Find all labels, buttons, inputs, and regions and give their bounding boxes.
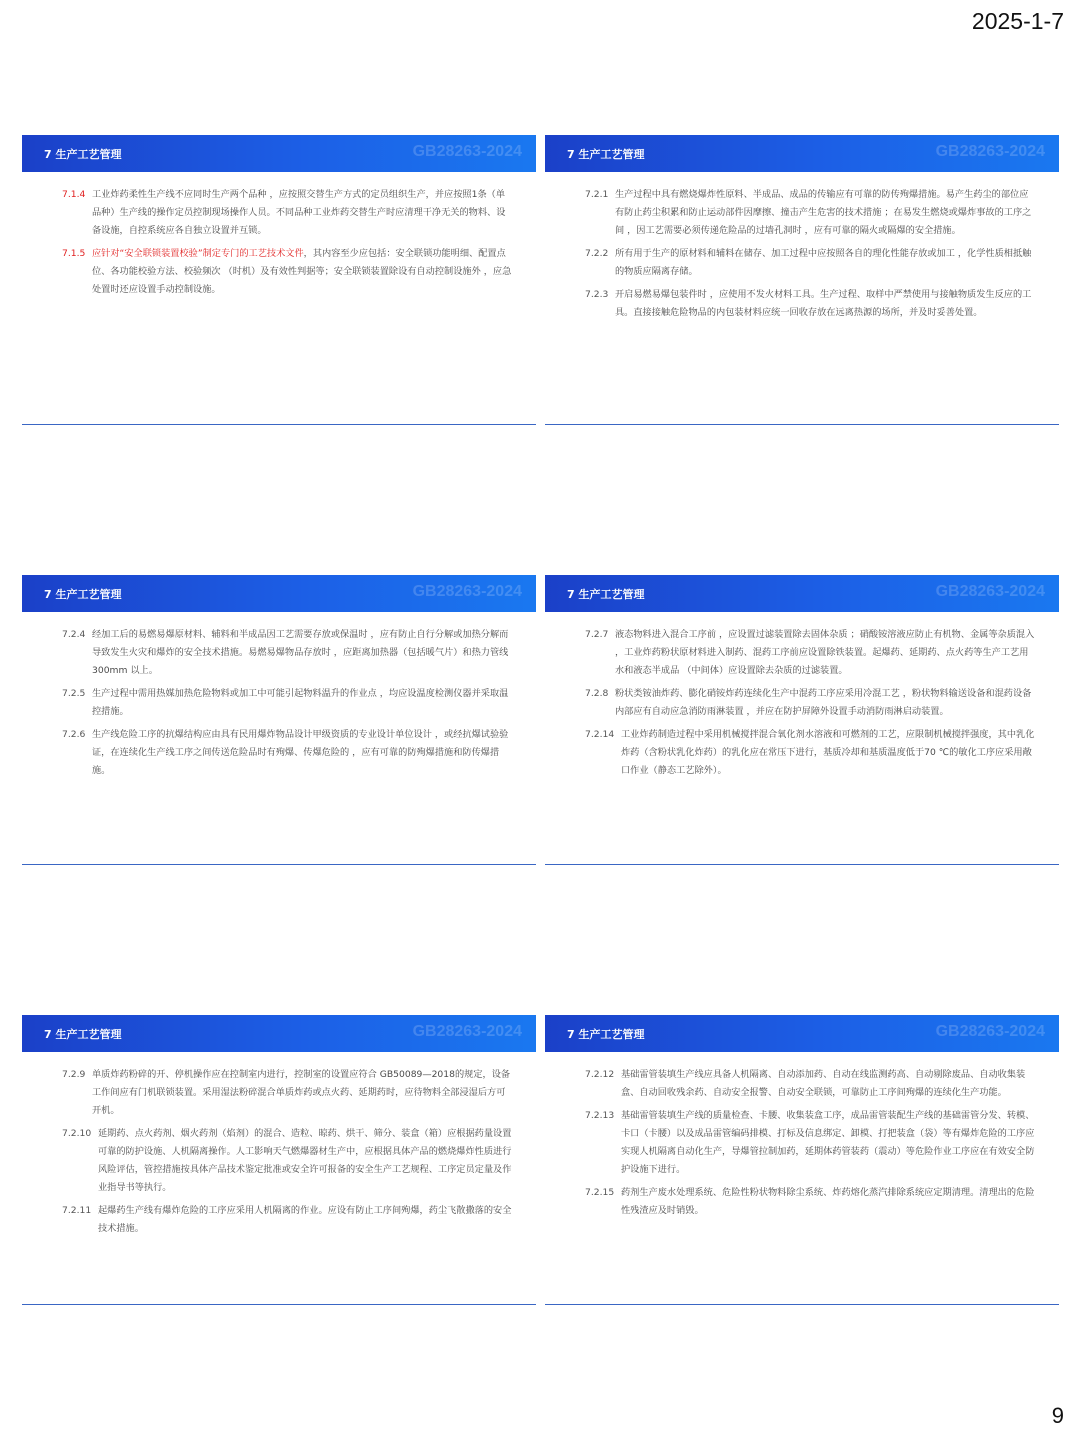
page-date: 2025-1-7 (971, 8, 1064, 34)
clause-7-2-11 (62, 1202, 514, 1238)
standard-code-watermark: GB28263-2024 (935, 583, 1045, 600)
standard-code-watermark: GB28263-2024 (412, 143, 522, 160)
clause-7-2-15 (585, 1184, 1037, 1220)
clause-text: 工业炸药制造过程中采用机械搅拌混合氧化剂水溶液和可燃剂的工艺，应限制机械搅拌强度，其中乳化炸药（含粉状乳化炸药）的乳化应在常压下进行，基质冷却和基质温度低于70 ℃的敏化工序应采用敞口作业（静态工艺除外）。 (621, 729, 1035, 776)
clause-text: 基础雷管装填生产线应具备人机隔离、自动添加药、自动在线监测药高、自动剔除废品、自动收集装盒、自动回收残余药、自动安全报警、自动安全联锁，可靠防止工序间殉爆的连续化生产功能。 (621, 1069, 1026, 1098)
slide-header (22, 575, 536, 612)
clause-number: 7.2.10 (62, 1128, 92, 1139)
slide-body (22, 172, 536, 299)
clause-7-2-5 (62, 685, 514, 721)
slide-divider (545, 424, 1059, 425)
slide-header (545, 1015, 1059, 1052)
slide-body (545, 612, 1059, 780)
slide-divider (22, 864, 536, 865)
clause-text: 起爆药生产线有爆炸危险的工序应采用人机隔离的作业。应设有防止工序间殉爆，药尘飞散撒落的安全技术措施。 (98, 1205, 512, 1234)
clause-highlight: 应针对“安全联锁装置校验”制定专门的工艺技术文件 (92, 248, 304, 259)
slide-title: 7 生产工艺管理 (567, 1028, 645, 1041)
clause-number: 7.2.2 (585, 248, 609, 259)
slide-title: 7 生产工艺管理 (567, 588, 645, 601)
slide-title: 7 生产工艺管理 (567, 148, 645, 161)
clause-7-2-1 (585, 186, 1037, 240)
clause-text: 单质炸药粉碎的开、停机操作应在控制室内进行，控制室的设置应符合 GB50089—2018的规定，设备工作间应有门机联锁装置。采用湿法粉碎混合单质炸药或点火药、延期药时，应待物料全部浸湿后方可开机。 (92, 1069, 511, 1116)
clause-text: 液态物料进入混合工序前 ，应设置过滤装置除去固体杂质 ；硝酸铵溶液应防止有机物、金属等杂质混入 ，工业炸药粉状原材料进入制药、混药工序前应设置除铁装置。起爆药、延期药、点火药等生产工艺用水和液态半成品 （中间体）应设置除去杂质的过滤装置。 (615, 629, 1035, 676)
clause-number: 7.1.4 (62, 189, 86, 200)
slide-2 (545, 135, 1059, 425)
clause-number: 7.2.6 (62, 729, 86, 740)
clause-number: 7.2.14 (585, 729, 615, 740)
slide-title: 7 生产工艺管理 (44, 588, 122, 601)
clause-7-2-14 (585, 726, 1037, 780)
clause-7-2-4 (62, 626, 514, 680)
clause-7-2-8 (585, 685, 1037, 721)
clause-text: 基础雷管装填生产线的质量检查、卡腰、收集装盒工序，成品雷管装配生产线的基础雷管分发、转模、卡口（卡腰）以及成品雷管编码排模、打标及信息绑定、卸模、打把装盒（袋）等有爆炸危险的工序应实现人机隔离自动化生产，导爆管拉制加药，延期体药管装药（震动）等危险作业工序应在有效安全防护设施下进行。 (621, 1110, 1035, 1175)
clause-7-2-13 (585, 1107, 1037, 1179)
slide-header (545, 135, 1059, 172)
clause-text: 开启易燃易爆包装件时 ，应使用不发火材料工具。生产过程、取样中严禁使用与接触物质发生反应的工具。直接接触危险物品的内包装材料应统一回收存放在远离热源的场所，并及时妥善处置。 (615, 289, 1032, 318)
clause-7-2-3 (585, 286, 1037, 322)
slide-title: 7 生产工艺管理 (44, 1028, 122, 1041)
slide-header (22, 135, 536, 172)
clause-text: 药剂生产废水处理系统、危险性粉状物料除尘系统、炸药熔化蒸汽排除系统应定期清理。清理出的危险性残渣应及时销毁。 (621, 1187, 1035, 1216)
clause-text: ，其内容至少应包括：安全联锁功能明细、配置点位、各功能校验方法、校验频次 （时机）及有效性判据等；安全联锁装置除设有自动控制设施外 ，应急处置时还应设置手动控制设施。 (92, 248, 512, 295)
slide-divider (22, 1304, 536, 1305)
clause-number: 7.2.8 (585, 688, 609, 699)
clause-text: 经加工后的易燃易爆原材料、辅料和半成品因工艺需要存放或保温时 ，应有防止自行分解或加热分解而导致发生火灾和爆炸的安全技术措施。易燃易爆物品存放时 ，应距离加热器（包括暖气片）和热力管线300mm 以上。 (92, 629, 509, 676)
slide-header (545, 575, 1059, 612)
clause-7-1-5 (62, 245, 514, 299)
clause-text: 粉状类铵油炸药、膨化硝铵炸药连续化生产中混药工序应采用冷混工艺 ，粉状物料输送设备和混药设备内部应有自动应急消防雨淋装置 ，并应在防护屏障外设置手动消防雨淋启动装置。 (615, 688, 1032, 717)
standard-code-watermark: GB28263-2024 (412, 1023, 522, 1040)
clause-number: 7.2.12 (585, 1069, 615, 1080)
clause-number: 7.2.1 (585, 189, 609, 200)
slide-1 (22, 135, 536, 425)
clause-number: 7.2.9 (62, 1069, 86, 1080)
slide-body (545, 172, 1059, 322)
clause-7-2-12 (585, 1066, 1037, 1102)
slide-6 (545, 1015, 1059, 1305)
clause-number: 7.2.4 (62, 629, 86, 640)
clause-number: 7.2.3 (585, 289, 609, 300)
standard-code-watermark: GB28263-2024 (935, 1023, 1045, 1040)
clause-text: 生产过程中需用热媒加热危险物料或加工中可能引起物料温升的作业点 ，均应设温度检测仪器并采取温控措施。 (92, 688, 509, 717)
clause-number: 7.2.15 (585, 1187, 615, 1198)
slide-divider (22, 424, 536, 425)
clause-7-2-9 (62, 1066, 514, 1120)
clause-number: 7.2.13 (585, 1110, 615, 1121)
slide-5 (22, 1015, 536, 1305)
clause-text: 工业炸药柔性生产线不应同时生产两个品种 ，应按照交替生产方式的定员组织生产，并应按照1条（单品种）生产线的操作定员控制现场操作人员。不同品种工业炸药交替生产时应清理干净无关的物料、设备设施，自控系统应各自独立设置并互锁。 (92, 189, 506, 236)
standard-code-watermark: GB28263-2024 (935, 143, 1045, 160)
clause-number: 7.2.5 (62, 688, 86, 699)
slide-body (22, 612, 536, 780)
slide-body (545, 1052, 1059, 1220)
slide-4 (545, 575, 1059, 865)
clause-text: 所有用于生产的原材料和辅料在储存、加工过程中应按照各自的理化性能存放或加工 ，化学性质相抵触的物质应隔离存储。 (615, 248, 1032, 277)
slide-divider (545, 1304, 1059, 1305)
slide-3 (22, 575, 536, 865)
page-number: 9 (1051, 1403, 1064, 1428)
slide-body (22, 1052, 536, 1238)
slide-title: 7 生产工艺管理 (44, 148, 122, 161)
clause-number: 7.2.11 (62, 1205, 92, 1216)
clause-text: 生产过程中具有燃烧爆炸性原料、半成品、成品的传输应有可靠的防传殉爆措施。易产生药尘的部位应有防止药尘积累和防止运动部件因摩擦、撞击产生危害的技术措施 ；在易发生燃烧或爆炸事故的工序之间 ，因工艺需要必须传递危险品的过墙孔洞时 ，应有可靠的隔火或隔爆的安全措施。 (615, 189, 1032, 236)
clause-number: 7.1.5 (62, 248, 86, 259)
standard-code-watermark: GB28263-2024 (412, 583, 522, 600)
clause-number: 7.2.7 (585, 629, 609, 640)
clause-7-2-2 (585, 245, 1037, 281)
clause-text: 延期药、点火药剂、烟火药剂（焰剂）的混合、造粒、晾药、烘干、筛分、装盒（箱）应根据药量设置可靠的防护设施、人机隔离操作。人工影响天气燃爆器材生产中，应根据具体产品的燃烧爆炸性质进行风险评估，管控措施按具体产品技术鉴定批准或安全许可报备的安全生产工艺规程、工序定员定量及作业指导书等执行。 (98, 1128, 512, 1193)
slide-header (22, 1015, 536, 1052)
clause-7-2-7 (585, 626, 1037, 680)
clause-text-wrapper (92, 248, 511, 295)
slide-divider (545, 864, 1059, 865)
clause-7-2-10 (62, 1125, 514, 1197)
clause-7-1-4 (62, 186, 514, 240)
clause-7-2-6 (62, 726, 514, 780)
clause-text: 生产线危险工序的抗爆结构应由具有民用爆炸物品设计甲级资质的专业设计单位设计 ，或经抗爆试验验证，在连续化生产线工序之间传送危险品时有殉爆、传爆危险的 ，应有可靠的防殉爆措施和防传爆措施。 (92, 729, 509, 776)
